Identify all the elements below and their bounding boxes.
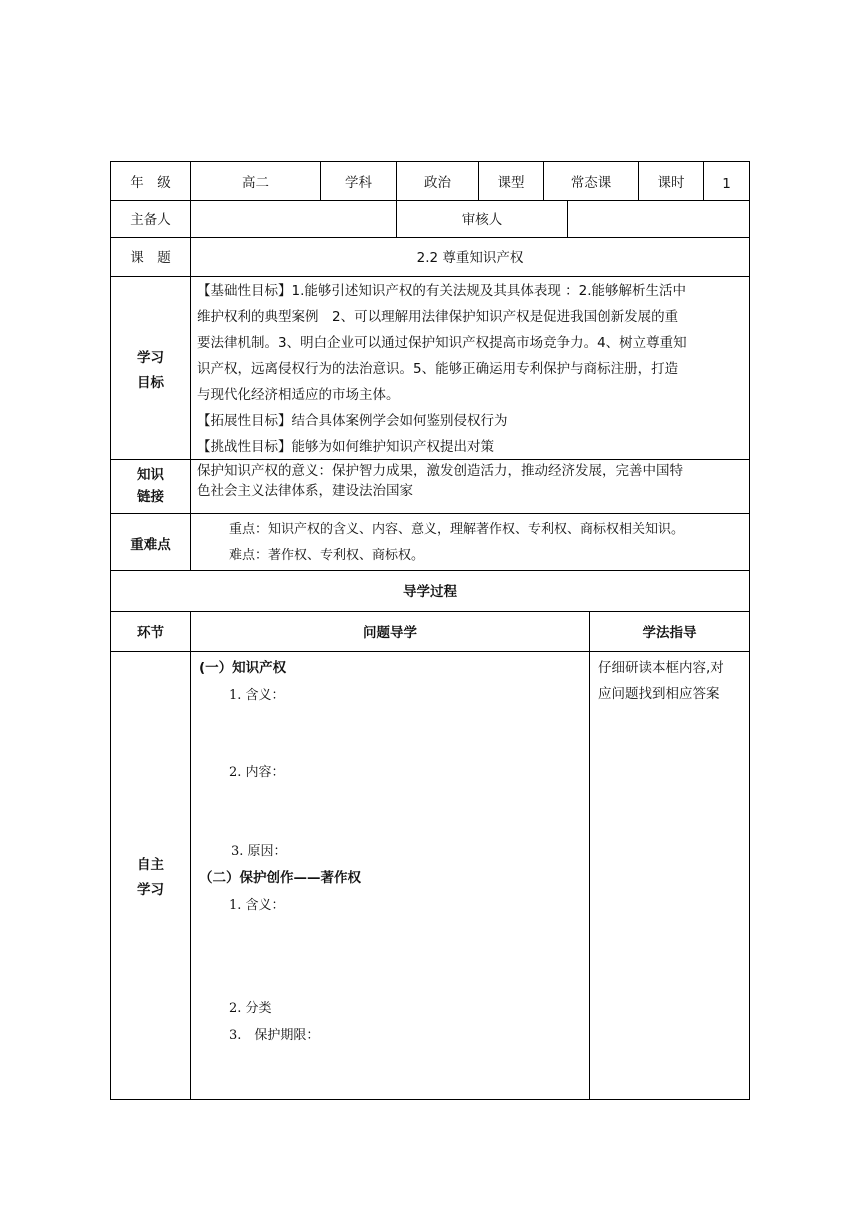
- subject-label: 学科: [345, 175, 372, 191]
- key-points-label: 重难点: [130, 537, 171, 553]
- knowledge-line2: 色社会主义法律体系，建设法治国家: [197, 483, 413, 499]
- s2-item-protection-period: 3. 保护期限：: [229, 1028, 320, 1043]
- topic-label: 课 题: [130, 250, 171, 266]
- knowledge-label-line1: 知识: [137, 467, 164, 483]
- s1-item-definition: 1. 含义：: [229, 688, 285, 703]
- objectives-label-line1: 学习: [137, 350, 164, 366]
- objectives-basic-line5: 与现代化经济相适应的市场主体。: [197, 387, 400, 403]
- key-points-focus: 重点：知识产权的含义、内容、意义，理解著作权、专利权、商标权相关知识。: [229, 522, 685, 537]
- objectives-challenge: 【挑战性目标】能够为如何维护知识产权提出对策: [197, 439, 494, 455]
- grade-label: 年 级: [130, 175, 171, 191]
- objectives-extended: 【拓展性目标】结合具体案例学会如何鉴别侵权行为: [197, 413, 508, 429]
- topic-value: 2.2 尊重知识产权: [416, 250, 524, 266]
- s2-item-category: 2. 分类: [229, 1001, 272, 1016]
- s1-item-content: 2. 内容：: [229, 765, 285, 780]
- column-questions: 问题导学: [363, 625, 417, 641]
- process-title: 导学过程: [403, 584, 457, 600]
- method-line2: 应问题找到相应答案: [598, 686, 720, 702]
- objectives-label-line2: 目标: [137, 375, 164, 391]
- s1-item-reason: 3. 原因：: [231, 844, 287, 859]
- preparer-label: 主备人: [130, 212, 171, 228]
- s2-item-definition: 1. 含义：: [229, 898, 285, 913]
- section2-title: （二）保护创作——著作权: [199, 870, 361, 886]
- subject-value: 政治: [424, 175, 451, 191]
- knowledge-label-line2: 链接: [137, 489, 164, 505]
- hours-value: 1: [722, 176, 731, 192]
- objectives-basic-line1: 【基础性目标】1.能够引述知识产权的有关法规及其具体表现 ：2.能够解析生活中: [197, 283, 687, 299]
- reviewer-label: 审核人: [461, 212, 503, 228]
- self-study-label-line2: 学习: [137, 882, 164, 898]
- objectives-basic-line2: 维护权利的典型案例 2、可以理解用法律保护知识产权是促进我国创新发展的重: [197, 309, 679, 325]
- objectives-basic-line3: 要法律机制。3、明白企业可以通过保护知识产权提高市场竞争力。4、树立尊重知: [197, 335, 687, 351]
- key-points-difficulty: 难点：著作权、专利权、商标权。: [229, 548, 425, 563]
- section1-title: (一）知识产权: [199, 660, 287, 676]
- self-study-label-line1: 自主: [137, 857, 164, 873]
- grade-value: 高二: [242, 175, 269, 191]
- knowledge-line1: 保护知识产权的意义：保护智力成果，激发创造活力，推动经济发展，完善中国特: [197, 463, 683, 479]
- method-line1: 仔细研读本框内容,对: [598, 660, 724, 676]
- hours-label: 课时: [657, 175, 685, 191]
- objectives-basic-line4: 识产权，远离侵权行为的法治意识。5、能够正确运用专利保护与商标注册，打造: [197, 361, 679, 377]
- column-method: 学法指导: [642, 625, 697, 641]
- course-type-label: 课型: [497, 175, 525, 191]
- course-type-value: 常态课: [570, 175, 612, 191]
- column-stage: 环节: [137, 625, 164, 641]
